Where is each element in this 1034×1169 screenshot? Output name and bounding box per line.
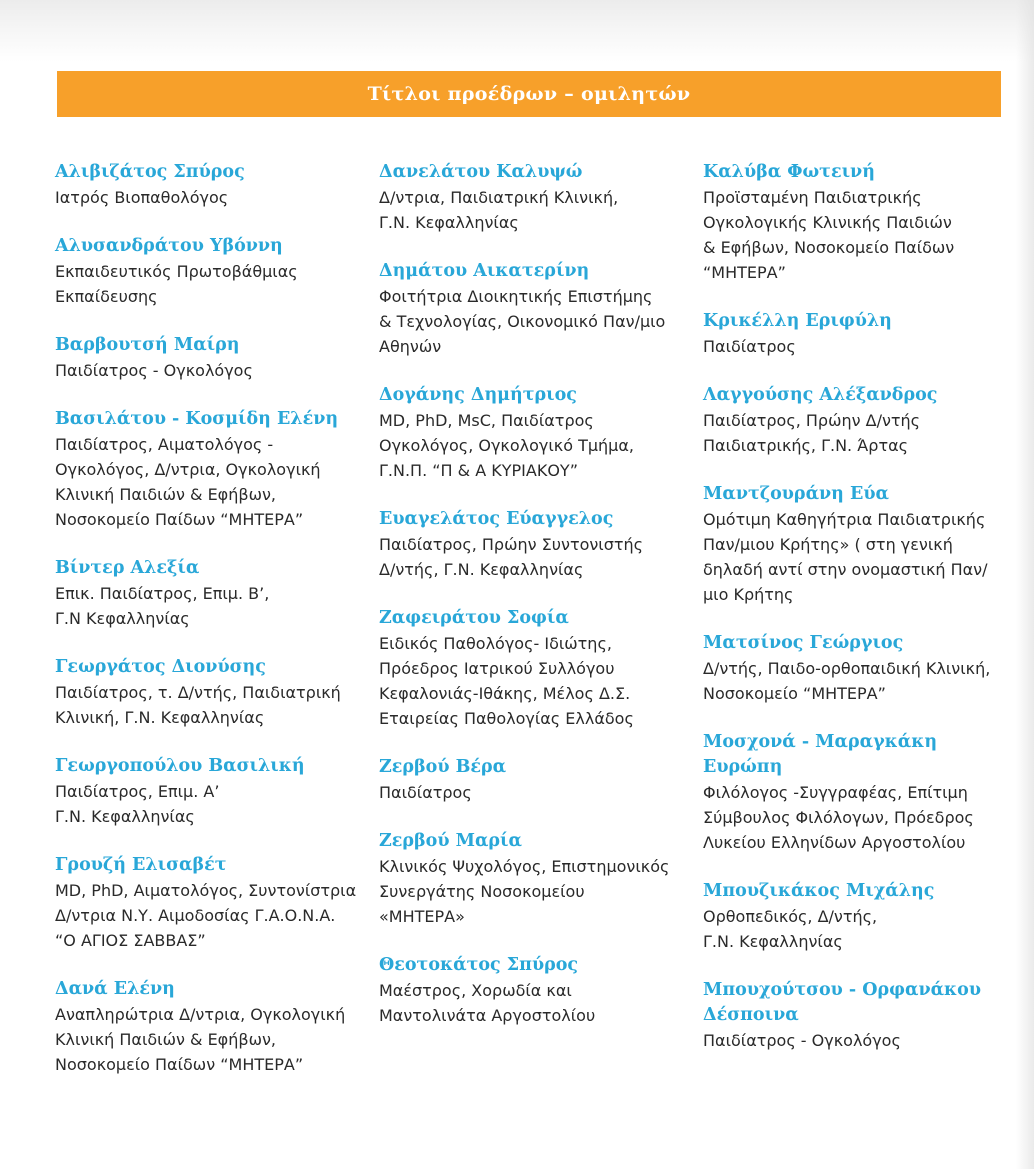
speaker-name: Μπουχούτσου - Ορφανάκου Δέσποινα (703, 980, 981, 1025)
speaker-entry (379, 953, 689, 1028)
speaker-title: Παιδίατρος - Ογκολόγος (55, 361, 253, 380)
speaker-entry (703, 879, 1021, 954)
speaker-name: Μπουζικάκος Μιχάλης (703, 881, 935, 901)
speaker-name: Θεοτοκάτος Σπύρος (379, 955, 579, 975)
speaker-title: Παιδίατρος (379, 783, 472, 802)
speaker-name: Ζαφειράτου Σοφία (379, 608, 569, 628)
speaker-entry (703, 309, 1021, 359)
speaker-entry (703, 730, 1021, 855)
speaker-entry (703, 631, 1021, 706)
speaker-column-2 (379, 160, 689, 1052)
speaker-name: Γεωργοπούλου Βασιλική (55, 756, 305, 776)
banner-title: Τίτλοι προέδρων – ομιλητών (367, 83, 691, 105)
speaker-name: Δανά Ελένη (55, 979, 175, 999)
speaker-title: Παιδίατρος, Πρώην Συντονιστής Δ/ντής, Γ.Ν. Κεφαλληνίας (379, 535, 644, 579)
speaker-entry (703, 482, 1021, 607)
speaker-name: Γρουζή Ελισαβέτ (55, 855, 227, 875)
speaker-name: Ευαγελάτος Εύαγγελος (379, 509, 614, 529)
speaker-name: Γεωργάτος Διονύσης (55, 657, 266, 677)
speaker-entry (55, 655, 365, 730)
speaker-title: Παιδίατρος, Αιματολόγος - Ογκολόγος, Δ/ντρια, Ογκολογική Κλινική Παιδιών & Εφήβων, Νοσοκομείο Παίδων “ΜΗΤΕΡΑ” (55, 435, 321, 529)
speaker-entry (55, 853, 365, 953)
speaker-entry (379, 507, 689, 582)
speaker-title: Αναπληρώτρια Δ/ντρια, Ογκολογική Κλινική Παιδιών & Εφήβων, Νοσοκομείο Παίδων “ΜΗΤΕΡΑ” (55, 1005, 346, 1074)
speaker-title: Παιδίατρος - Ογκολόγος (703, 1031, 901, 1050)
speaker-name: Μοσχονά - Μαραγκάκη Ευρώπη (703, 732, 938, 777)
speaker-title: Ιατρός Βιοπαθολόγος (55, 188, 229, 207)
speaker-name: Μαντζουράνη Εύα (703, 484, 889, 504)
speaker-name: Βίντερ Αλεξία (55, 558, 200, 578)
speaker-title: Ομότιμη Καθηγήτρια Παιδιατρικής Παν/μιου Κρήτης» ( στη γενική δηλαδή αντί στην ονομαστική Παν/ μιο Κρήτης (703, 510, 988, 604)
speaker-title: Δ/ντρια, Παιδιατρική Κλινική, Γ.Ν. Κεφαλληνίας (379, 188, 619, 232)
speaker-entry (55, 160, 365, 210)
speaker-entry (55, 754, 365, 829)
speaker-name: Ματσίνος Γεώργιος (703, 633, 904, 653)
speaker-entry (55, 977, 365, 1077)
speaker-title: Δ/ντής, Παιδο-ορθοπαιδική Κλινική, Νοσοκομείο “ΜΗΤΕΡΑ” (703, 659, 991, 703)
speaker-entry (55, 234, 365, 309)
speaker-title: Παιδίατρος (703, 337, 796, 356)
speaker-name: Αλιβιζάτος Σπύρος (55, 162, 245, 182)
speaker-name: Ζερβού Μαρία (379, 831, 522, 851)
speaker-name: Δημάτου Αικατερίνη (379, 261, 590, 281)
speaker-title: Παιδίατρος, Επιμ. Α’ Γ.Ν. Κεφαλληνίας (55, 782, 220, 826)
speaker-entry (379, 755, 689, 805)
speaker-entry (379, 160, 689, 235)
speaker-name: Βασιλάτου - Κοσμίδη Ελένη (55, 409, 339, 429)
speaker-entry (703, 383, 1021, 458)
speaker-column-3 (703, 160, 1021, 1077)
speaker-name: Λαγγούσης Αλέξανδρος (703, 385, 938, 405)
speaker-name: Ζερβού Βέρα (379, 757, 507, 777)
speaker-entry (379, 829, 689, 929)
speaker-name: Βαρβουτσή Μαίρη (55, 335, 240, 355)
speaker-entry (55, 333, 365, 383)
speaker-name: Κρικέλλη Εριφύλη (703, 311, 892, 331)
speaker-title: Παιδίατρος, τ. Δ/ντής, Παιδιατρική Κλινική, Γ.Ν. Κεφαλληνίας (55, 683, 341, 727)
speaker-title: Μαέστρος, Χορωδία και Μαντολινάτα Αργοστολίου (379, 981, 596, 1025)
speaker-title: Φιλόλογος -Συγγραφέας, Επίτιμη Σύμβουλος Φιλόλογων, Πρόεδρος Λυκείου Ελληνίδων Αργοστολίου (703, 783, 974, 852)
speaker-entry (55, 556, 365, 631)
speaker-entry (379, 259, 689, 359)
speaker-title: Επικ. Παιδίατρος, Επιμ. Β’, Γ.Ν Κεφαλληνίας (55, 584, 270, 628)
speaker-entry (379, 606, 689, 731)
speaker-title: Φοιτήτρια Διοικητικής Επιστήμης & Τεχνολογίας, Οικονομικό Παν/μιο Αθηνών (379, 287, 666, 356)
speaker-title: MD, PhD, Αιματολόγος, Συντονίστρια Δ/ντρια Ν.Υ. Αιμοδοσίας Γ.Α.Ο.Ν.Α. “Ο ΑΓΙΟΣ ΣΑΒΒΑΣ” (55, 881, 357, 950)
speaker-name: Δογάνης Δημήτριος (379, 385, 577, 405)
speaker-entry (55, 407, 365, 532)
speaker-title: Κλινικός Ψυχολόγος, Επιστημονικός Συνεργάτης Νοσοκομείου «ΜΗΤΕΡΑ» (379, 857, 670, 926)
speaker-title: MD, PhD, MsC, Παιδίατρος Ογκολόγος, Ογκολογικό Τμήμα, Γ.Ν.Π. “Π & Α ΚΥΡΙΑΚΟΥ” (379, 411, 634, 480)
speaker-title: Ορθοπεδικός, Δ/ντής, Γ.Ν. Κεφαλληνίας (703, 907, 878, 951)
speaker-name: Αλυσανδράτου Υβόννη (55, 236, 283, 256)
title-banner (57, 71, 1001, 117)
speaker-name: Δανελάτου Καλυψώ (379, 162, 583, 182)
speaker-entry (703, 160, 1021, 285)
speaker-title: Προϊσταμένη Παιδιατρικής Ογκολογικής Κλινικής Παιδιών & Εφήβων, Νοσοκομείο Παίδων “ΜΗΤΕΡΑ” (703, 188, 955, 282)
speaker-entry (379, 383, 689, 483)
speaker-column-1 (55, 160, 365, 1101)
speaker-title: Εκπαιδευτικός Πρωτοβάθμιας Εκπαίδευσης (55, 262, 298, 306)
speaker-title: Παιδίατρος, Πρώην Δ/ντής Παιδιατρικής, Γ.Ν. Άρτας (703, 411, 921, 455)
speaker-entry (703, 978, 1021, 1053)
speaker-title: Ειδικός Παθολόγος- Ιδιώτης, Πρόεδρος Ιατρικού Συλλόγου Κεφαλονιάς-Ιθάκης, Μέλος Δ.Σ. Εταιρείας Παθολογίας Ελλάδος (379, 634, 634, 728)
speaker-name: Καλύβα Φωτεινή (703, 162, 875, 182)
